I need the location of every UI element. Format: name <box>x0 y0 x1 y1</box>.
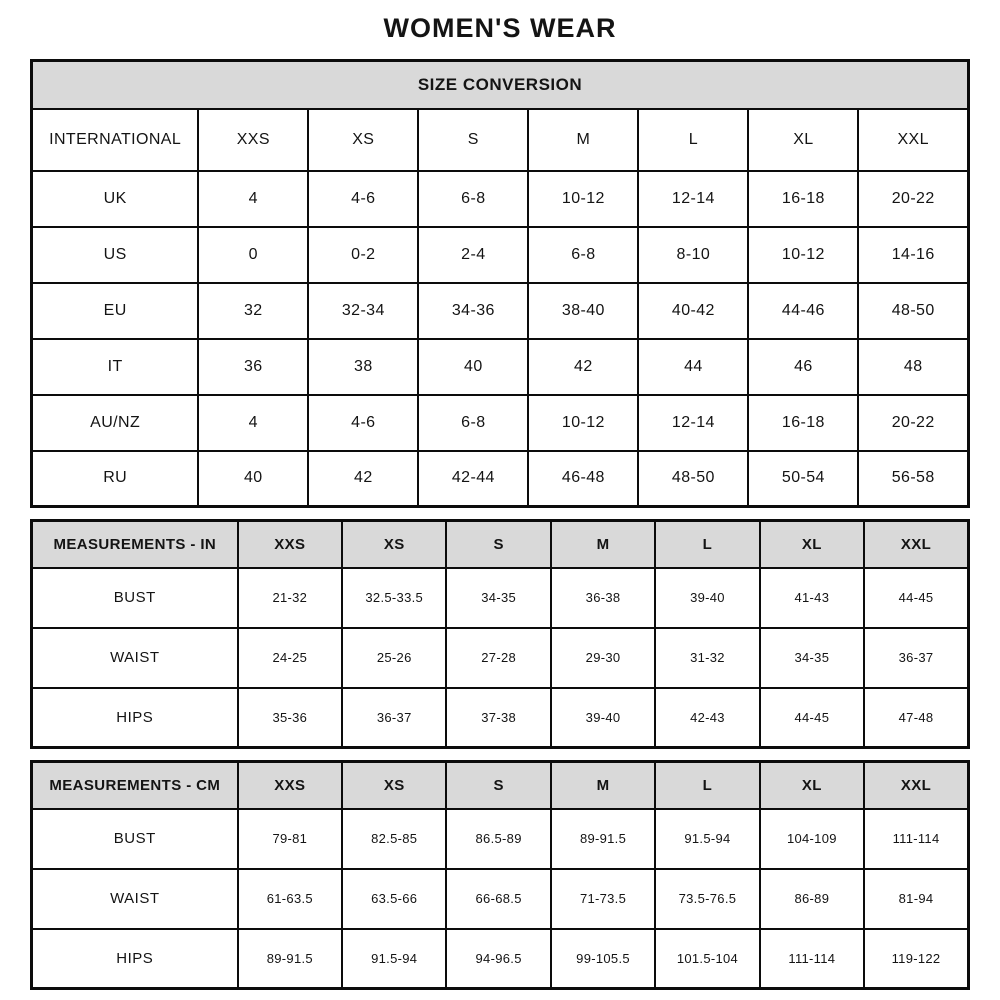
measurement-value-cell: 79-81 <box>238 809 342 869</box>
measurement-value-cell: 89-91.5 <box>551 809 655 869</box>
row-label: HIPS <box>32 929 238 989</box>
row-label: BUST <box>32 809 238 869</box>
row-label: HIPS <box>32 688 238 748</box>
row-label: WAIST <box>32 628 238 688</box>
size-value-cell: 6-8 <box>418 171 528 227</box>
measurement-value-cell: 29-30 <box>551 628 655 688</box>
row-label: IT <box>32 339 199 395</box>
row-label: BUST <box>32 568 238 628</box>
size-conversion-row <box>32 395 969 451</box>
size-value-cell: 4-6 <box>308 171 418 227</box>
measurement-value-cell: 41-43 <box>760 568 864 628</box>
size-value-cell: 44-46 <box>748 283 858 339</box>
size-conversion-row <box>32 339 969 395</box>
measurement-value-cell: 82.5-85 <box>342 809 446 869</box>
size-value-cell: 20-22 <box>858 171 968 227</box>
size-value-cell: 2-4 <box>418 227 528 283</box>
size-value-cell: 6-8 <box>418 395 528 451</box>
size-conversion-row <box>32 283 969 339</box>
measurements-row <box>32 688 969 748</box>
column-header-row <box>32 109 969 171</box>
measurement-value-cell: 66-68.5 <box>446 869 550 929</box>
size-value-cell: 40 <box>198 451 308 507</box>
row-label: RU <box>32 451 199 507</box>
size-column-header: S <box>446 521 550 568</box>
row-label: UK <box>32 171 199 227</box>
size-conversion-row <box>32 451 969 507</box>
size-value-cell: 4 <box>198 171 308 227</box>
measurement-value-cell: 47-48 <box>864 688 968 748</box>
measurement-value-cell: 34-35 <box>760 628 864 688</box>
size-column-header: XL <box>760 762 864 809</box>
size-conversion-row <box>32 171 969 227</box>
measurement-value-cell: 73.5-76.5 <box>655 869 759 929</box>
size-column-header: XL <box>748 109 858 171</box>
measurement-value-cell: 37-38 <box>446 688 550 748</box>
size-value-cell: 4 <box>198 395 308 451</box>
size-column-header: XXS <box>238 521 342 568</box>
measurement-value-cell: 61-63.5 <box>238 869 342 929</box>
size-column-header: XXL <box>858 109 968 171</box>
size-column-header: XXL <box>864 521 968 568</box>
size-value-cell: 42 <box>308 451 418 507</box>
size-value-cell: 48-50 <box>638 451 748 507</box>
measurement-value-cell: 86.5-89 <box>446 809 550 869</box>
measurements-table-title: MEASUREMENTS - IN <box>32 521 238 568</box>
measurement-value-cell: 44-45 <box>864 568 968 628</box>
measurement-value-cell: 42-43 <box>655 688 759 748</box>
measurement-value-cell: 36-38 <box>551 568 655 628</box>
measurements-row <box>32 628 969 688</box>
size-value-cell: 34-36 <box>418 283 528 339</box>
measurement-value-cell: 86-89 <box>760 869 864 929</box>
measurements-header-row <box>32 521 969 568</box>
size-column-header: XS <box>342 762 446 809</box>
size-value-cell: 48 <box>858 339 968 395</box>
measurement-value-cell: 81-94 <box>864 869 968 929</box>
measurement-value-cell: 91.5-94 <box>342 929 446 989</box>
size-value-cell: 50-54 <box>748 451 858 507</box>
row-label: EU <box>32 283 199 339</box>
measurement-value-cell: 24-25 <box>238 628 342 688</box>
measurement-value-cell: 111-114 <box>864 809 968 869</box>
size-value-cell: 8-10 <box>638 227 748 283</box>
measurement-value-cell: 104-109 <box>760 809 864 869</box>
measurements-row <box>32 869 969 929</box>
size-value-cell: 6-8 <box>528 227 638 283</box>
size-value-cell: 0 <box>198 227 308 283</box>
measurements-row <box>32 929 969 989</box>
size-value-cell: 0-2 <box>308 227 418 283</box>
size-column-header: S <box>418 109 528 171</box>
measurement-value-cell: 89-91.5 <box>238 929 342 989</box>
measurement-value-cell: 101.5-104 <box>655 929 759 989</box>
size-column-header: L <box>638 109 748 171</box>
size-column-header: XS <box>308 109 418 171</box>
measurement-value-cell: 91.5-94 <box>655 809 759 869</box>
measurements-table-title: MEASUREMENTS - CM <box>32 762 238 809</box>
measurement-value-cell: 39-40 <box>551 688 655 748</box>
size-value-cell: 48-50 <box>858 283 968 339</box>
size-value-cell: 20-22 <box>858 395 968 451</box>
size-column-header: XL <box>760 521 864 568</box>
size-column-header: L <box>655 762 759 809</box>
measurement-value-cell: 36-37 <box>864 628 968 688</box>
size-value-cell: 46 <box>748 339 858 395</box>
size-value-cell: 56-58 <box>858 451 968 507</box>
size-value-cell: 10-12 <box>528 395 638 451</box>
size-value-cell: 40-42 <box>638 283 748 339</box>
measurement-value-cell: 39-40 <box>655 568 759 628</box>
measurement-value-cell: 44-45 <box>760 688 864 748</box>
measurement-value-cell: 34-35 <box>446 568 550 628</box>
measurement-value-cell: 111-114 <box>760 929 864 989</box>
size-value-cell: 10-12 <box>528 171 638 227</box>
size-column-header: XXS <box>238 762 342 809</box>
size-column-header: XXS <box>198 109 308 171</box>
size-value-cell: 16-18 <box>748 171 858 227</box>
measurements-in-table <box>30 519 970 749</box>
size-value-cell: 4-6 <box>308 395 418 451</box>
size-value-cell: 40 <box>418 339 528 395</box>
size-value-cell: 42-44 <box>418 451 528 507</box>
size-conversion-banner-row <box>32 61 969 109</box>
size-column-header: M <box>551 762 655 809</box>
size-value-cell: 44 <box>638 339 748 395</box>
size-value-cell: 16-18 <box>748 395 858 451</box>
measurement-value-cell: 35-36 <box>238 688 342 748</box>
measurement-value-cell: 63.5-66 <box>342 869 446 929</box>
measurements-cm-table <box>30 760 970 990</box>
size-column-header: M <box>528 109 638 171</box>
measurement-value-cell: 31-32 <box>655 628 759 688</box>
size-value-cell: 12-14 <box>638 395 748 451</box>
measurement-value-cell: 99-105.5 <box>551 929 655 989</box>
size-value-cell: 10-12 <box>748 227 858 283</box>
size-value-cell: 38-40 <box>528 283 638 339</box>
size-conversion-row <box>32 227 969 283</box>
size-value-cell: 36 <box>198 339 308 395</box>
region-column-header: INTERNATIONAL <box>32 109 199 171</box>
row-label: WAIST <box>32 869 238 929</box>
size-column-header: XS <box>342 521 446 568</box>
size-value-cell: 32 <box>198 283 308 339</box>
size-value-cell: 42 <box>528 339 638 395</box>
measurement-value-cell: 119-122 <box>864 929 968 989</box>
size-value-cell: 32-34 <box>308 283 418 339</box>
size-conversion-table <box>30 59 970 508</box>
measurement-value-cell: 25-26 <box>342 628 446 688</box>
row-label: US <box>32 227 199 283</box>
measurements-row <box>32 568 969 628</box>
measurements-row <box>32 809 969 869</box>
row-label: AU/NZ <box>32 395 199 451</box>
size-value-cell: 12-14 <box>638 171 748 227</box>
size-column-header: L <box>655 521 759 568</box>
size-value-cell: 14-16 <box>858 227 968 283</box>
measurement-value-cell: 32.5-33.5 <box>342 568 446 628</box>
size-column-header: S <box>446 762 550 809</box>
measurement-value-cell: 21-32 <box>238 568 342 628</box>
measurement-value-cell: 27-28 <box>446 628 550 688</box>
page-title: WOMEN'S WEAR <box>383 13 617 43</box>
size-value-cell: 46-48 <box>528 451 638 507</box>
size-column-header: M <box>551 521 655 568</box>
size-conversion-header: SIZE CONVERSION <box>32 61 969 109</box>
measurement-value-cell: 94-96.5 <box>446 929 550 989</box>
measurement-value-cell: 71-73.5 <box>551 869 655 929</box>
size-value-cell: 38 <box>308 339 418 395</box>
size-column-header: XXL <box>864 762 968 809</box>
measurements-header-row <box>32 762 969 809</box>
measurement-value-cell: 36-37 <box>342 688 446 748</box>
